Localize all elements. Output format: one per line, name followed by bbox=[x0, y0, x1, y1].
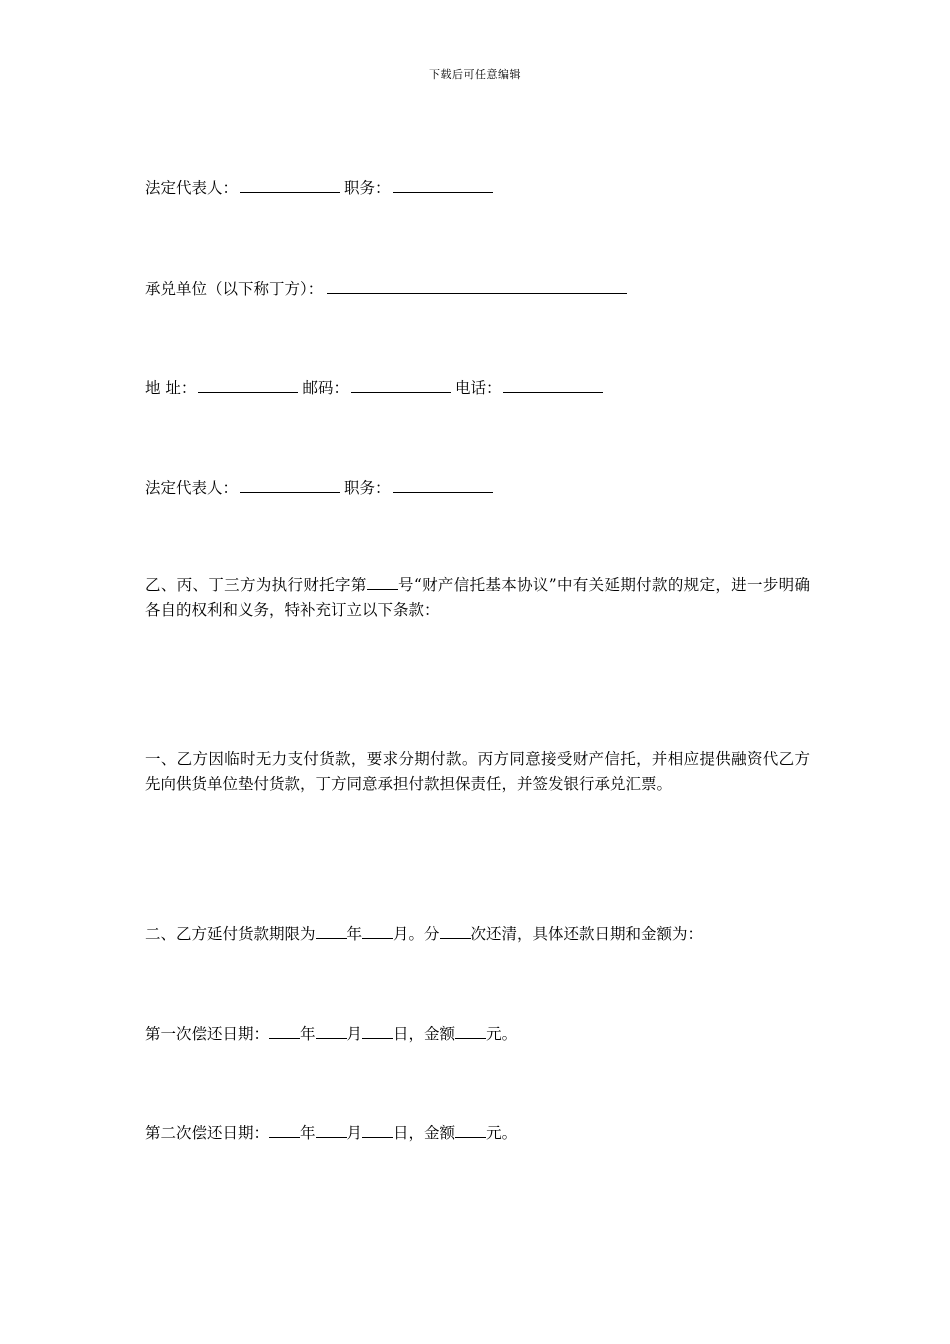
title-blank[interactable] bbox=[393, 177, 493, 193]
intro-text-1: 乙、丙、丁三方为执行财托字第 bbox=[145, 576, 367, 594]
postcode-blank[interactable] bbox=[351, 377, 451, 393]
payment-2-unit-label: 元。 bbox=[486, 1124, 518, 1142]
address-blank[interactable] bbox=[198, 377, 298, 393]
payment-1-day-blank[interactable] bbox=[362, 1023, 393, 1039]
title-label: 职务： bbox=[344, 479, 391, 497]
contract-number-blank[interactable] bbox=[367, 574, 398, 590]
payment-2-amount-blank[interactable] bbox=[455, 1122, 486, 1138]
months-blank[interactable] bbox=[362, 923, 393, 939]
clause-1-text: 一、乙方因临时无力支付货款，要求分期付款。丙方同意接受财产信托，并相应提供融资代乙方先向供货单位垫付货款，丁方同意承担付款担保责任，并签发银行承兑汇票。 bbox=[145, 750, 810, 793]
payment-1-month-blank[interactable] bbox=[316, 1023, 347, 1039]
phone-label: 电话： bbox=[454, 379, 502, 397]
acceptor-line bbox=[145, 277, 627, 301]
clause-2-text-4: 次还清，具体还款日期和金额为： bbox=[470, 925, 704, 943]
payment-1-line bbox=[145, 1022, 517, 1046]
page-header: 下载后可任意编辑 bbox=[429, 68, 521, 81]
payment-2-month-blank[interactable] bbox=[316, 1122, 347, 1138]
acceptor-label: 承兑单位（以下称丁方）： bbox=[145, 280, 324, 298]
payment-1-year-blank[interactable] bbox=[269, 1023, 300, 1039]
legal-rep-line-1 bbox=[145, 176, 497, 200]
payment-1-amount-blank[interactable] bbox=[455, 1023, 486, 1039]
payment-2-day-blank[interactable] bbox=[362, 1122, 393, 1138]
payment-1-month-label: 月 bbox=[346, 1025, 363, 1043]
clause-2-text-1: 二、乙方延付货款期限为 bbox=[145, 925, 316, 943]
title-label: 职务： bbox=[344, 179, 391, 197]
payment-1-unit-label: 元。 bbox=[486, 1025, 518, 1043]
payment-2-month-label: 月 bbox=[346, 1124, 363, 1142]
clause-2-text-3: 月。分 bbox=[393, 925, 440, 943]
payment-2-label: 第二次偿还日期： bbox=[145, 1124, 270, 1142]
payment-1-year-label: 年 bbox=[300, 1025, 316, 1043]
payment-2-line bbox=[145, 1121, 517, 1145]
payment-2-day-label: 日，金额 bbox=[393, 1124, 456, 1142]
payment-1-label: 第一次偿还日期： bbox=[145, 1025, 270, 1043]
clause-2-text-2: 年 bbox=[346, 925, 363, 943]
installments-blank[interactable] bbox=[440, 923, 471, 939]
legal-rep-blank[interactable] bbox=[240, 177, 340, 193]
phone-blank[interactable] bbox=[503, 377, 603, 393]
payment-2-year-blank[interactable] bbox=[269, 1122, 300, 1138]
postcode-label: 邮码： bbox=[302, 379, 349, 397]
years-blank[interactable] bbox=[316, 923, 347, 939]
acceptor-blank[interactable] bbox=[327, 278, 627, 294]
legal-rep-line-2 bbox=[145, 476, 497, 500]
title-blank[interactable] bbox=[393, 477, 493, 493]
clause-1-paragraph bbox=[145, 747, 810, 797]
legal-rep-label: 法定代表人： bbox=[145, 179, 239, 197]
address-line bbox=[145, 376, 607, 400]
intro-text-2: 号“财产信托基本协议”中有关延期付款的规定，进一步明确各自的权利和义务，特补充订立以下条款： bbox=[145, 576, 810, 619]
payment-2-year-label: 年 bbox=[300, 1124, 316, 1142]
address-label: 地 址： bbox=[145, 379, 197, 397]
intro-paragraph bbox=[145, 573, 810, 623]
legal-rep-blank[interactable] bbox=[240, 477, 340, 493]
legal-rep-label: 法定代表人： bbox=[145, 479, 239, 497]
payment-1-day-label: 日，金额 bbox=[393, 1025, 456, 1043]
clause-2-line bbox=[145, 922, 703, 946]
